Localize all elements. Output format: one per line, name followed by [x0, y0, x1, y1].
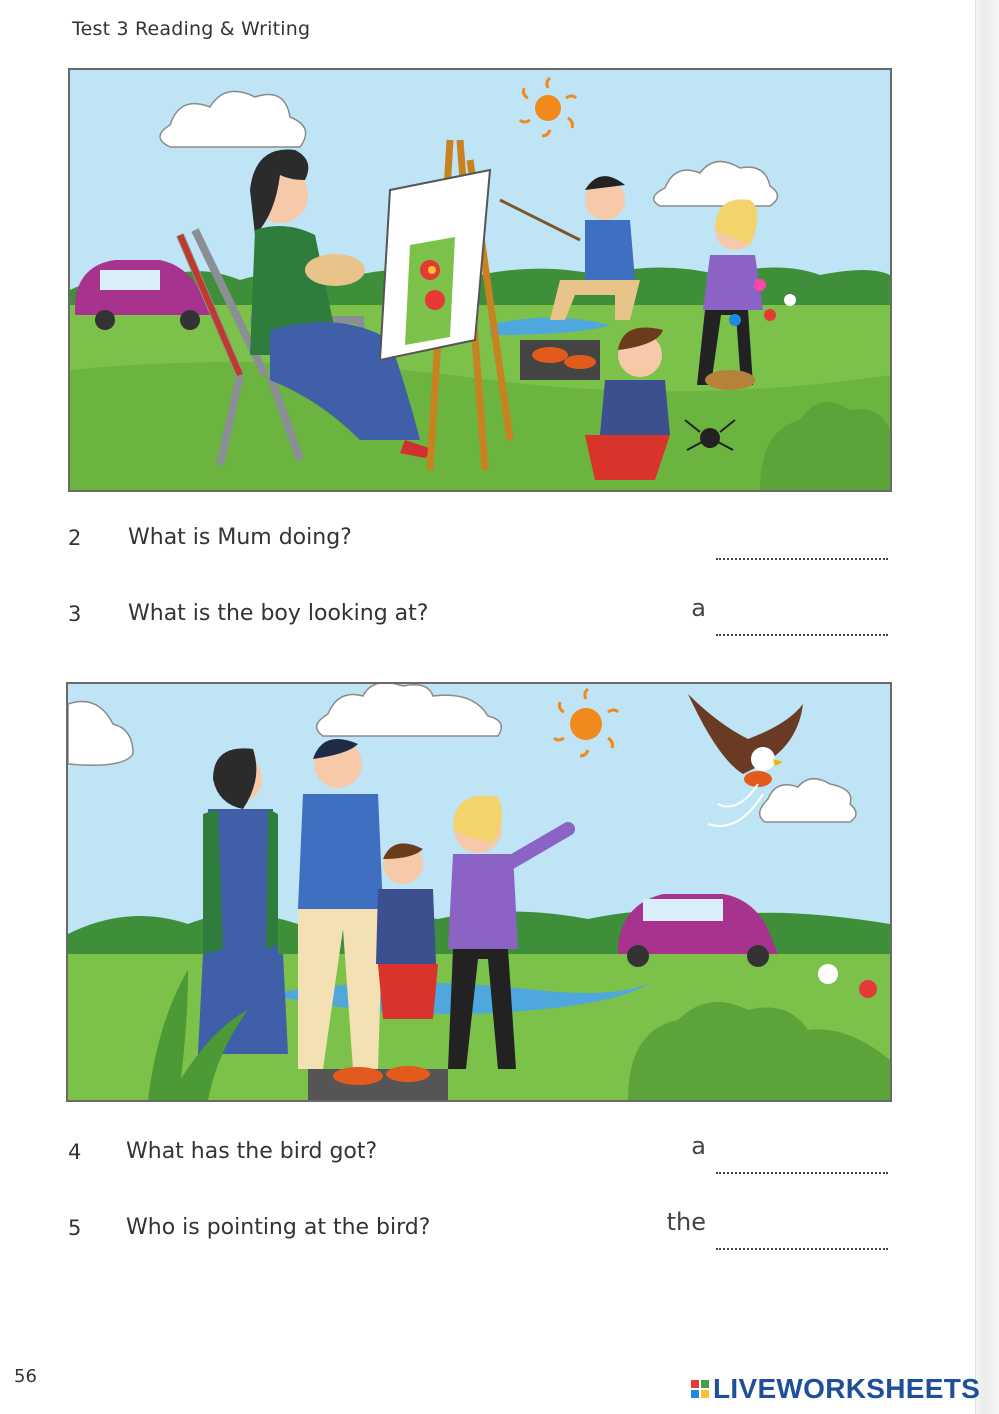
illustration-eagle-fish — [66, 682, 892, 1102]
answer-prefix: a — [691, 594, 706, 622]
question-item — [66, 1132, 888, 1172]
question-item — [66, 1208, 888, 1248]
question-number: 2 — [68, 526, 82, 550]
question-text: Who is pointing at the bird? — [126, 1215, 431, 1240]
answer-field[interactable] — [716, 534, 888, 560]
answer-field[interactable] — [716, 1148, 888, 1174]
question-text: What is Mum doing? — [128, 525, 352, 550]
question-number: 4 — [68, 1140, 82, 1164]
question-item — [66, 518, 888, 558]
logo-square-red — [691, 1380, 699, 1388]
liveworksheets-brand[interactable] — [691, 1372, 980, 1406]
illustration-park-painting — [68, 68, 892, 492]
question-number: 3 — [68, 602, 82, 626]
logo-square-green — [701, 1380, 709, 1388]
answer-field[interactable] — [716, 1224, 888, 1250]
liveworksheets-logo-icon — [691, 1380, 709, 1398]
brand-name: LIVEWORKSHEETS — [713, 1373, 981, 1404]
page-header: Test 3 Reading & Writing — [72, 18, 311, 40]
page-number: 56 — [14, 1366, 37, 1387]
page-edge-shadow — [975, 0, 999, 1414]
question-text: What has the bird got? — [126, 1139, 378, 1164]
question-number: 5 — [68, 1216, 82, 1240]
question-item — [66, 594, 888, 634]
question-text: What is the boy looking at? — [128, 601, 429, 626]
answer-field[interactable] — [716, 610, 888, 636]
logo-square-yellow — [701, 1390, 709, 1398]
answer-prefix: the — [666, 1208, 706, 1236]
answer-prefix: a — [691, 1132, 706, 1160]
logo-square-blue — [691, 1390, 699, 1398]
